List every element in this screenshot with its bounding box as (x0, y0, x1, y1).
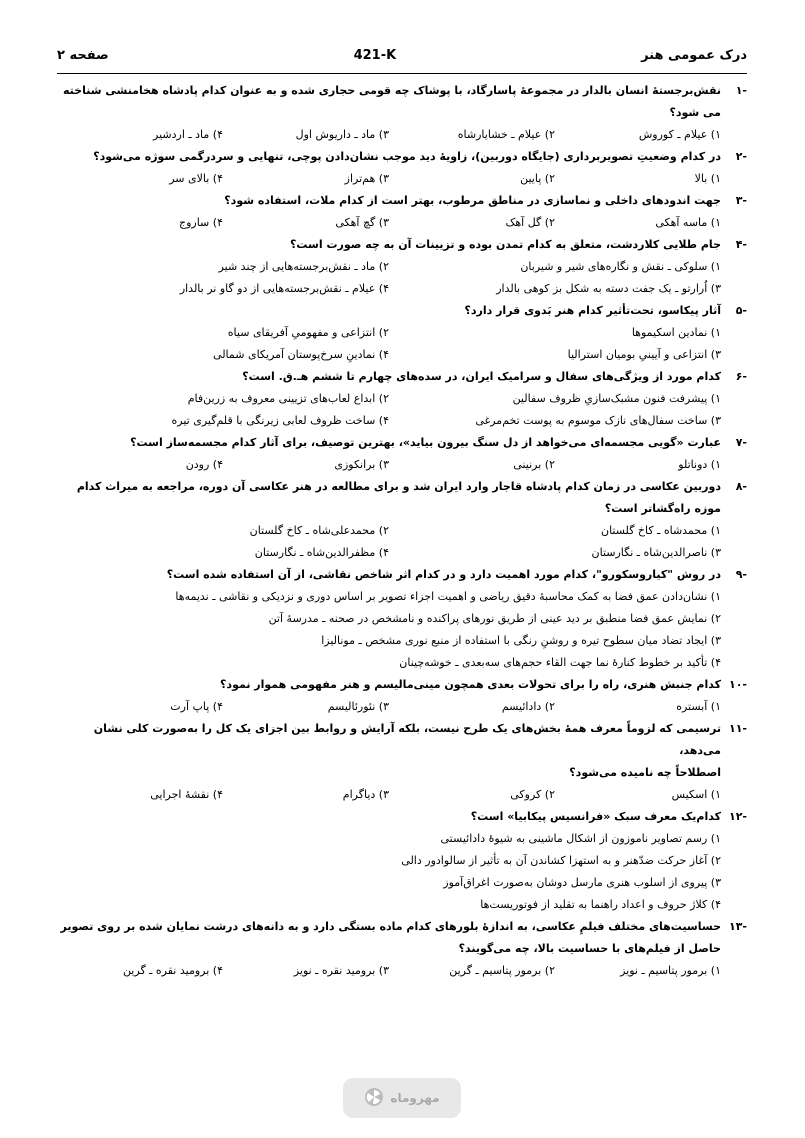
question-body (57, 190, 721, 234)
question-stem: حاصل از فیلم‌های با حساسیت بالا، چه می‌گویند؟ (458, 942, 721, 955)
answer-option: ۳) دیاگرام (342, 788, 389, 801)
question-number: -۱۰ (728, 678, 747, 691)
answer-option: ۱) نمادین اسکیموها (631, 326, 721, 339)
answer-option: ۴) ماد ـ اردشیر (153, 128, 223, 141)
answer-option: ۲) کروکی (510, 788, 555, 801)
answer-options (57, 322, 721, 366)
answer-option: ۲) گل آهک (505, 216, 555, 229)
answer-option: ۴) نقشۀ اجرایی (150, 788, 223, 801)
answer-option: ۱) نشان‌دادن عمق فضا به کمک محاسبۀ دقیق ریاضی و اهمیت اجزاء تصویر بر اساس دوری و نزدیکی و نقاشی ـ ندیمه‌ها (175, 590, 721, 603)
question-body (57, 366, 721, 432)
page-number: صفحه ۲ (57, 47, 109, 63)
answer-options (57, 784, 721, 806)
answer-option: ۲) آغاز حرکت ضدّهنر و به استهزا کشاندن آن به تأثیر از سالوادور دالی (401, 854, 721, 867)
question-number: -۱۱ (728, 722, 747, 735)
question-stem: در روش "کیاروسکورو"، کدام مورد اهمیت دارد و در کدام اثر شاخص نقاشی، از آن استفاده شده است؟ (166, 568, 721, 581)
question-stem: حساسیت‌های مختلف فیلمِ عکاسی، به اندازۀ بلورهای کدام ماده بستگی دارد و به دانه‌های درشت نمایان شده بر روی تصویر (60, 920, 721, 933)
page-header (57, 40, 747, 70)
answer-option: ۴) رودن (185, 458, 223, 471)
question-item (57, 476, 747, 564)
answer-option: ۲) برنینی (513, 458, 555, 471)
question-number: -۷ (735, 436, 747, 449)
question-body (57, 80, 721, 146)
answer-option: ۴) تأکید بر خطوط کنارۀ نما جهت القاء حجم‌های سه‌بعدی ـ خوشه‌چینان (399, 656, 721, 669)
answer-option: ۳) ماد ـ داریوش اول (295, 128, 389, 141)
question-body (57, 300, 721, 366)
answer-option: ۱) سلوکی ـ نقش و نگاره‌های شیر و شیربان (520, 260, 721, 273)
answer-option: ۲) پایین (520, 172, 555, 185)
answer-option: ۳) پیروی از اسلوب هنری مارسل دوشان به‌صورت اغراق‌آموز (443, 876, 721, 889)
answer-option: ۴) مظفرالدین‌شاه ـ نگارستان (254, 546, 389, 559)
fan-icon (364, 1087, 384, 1110)
answer-option: ۱) رسم تصاویر ناموزون از اشکال ماشینی به شیوۀ دادائیستی (440, 832, 721, 845)
answer-options (57, 586, 721, 674)
question-list (57, 80, 747, 982)
answer-options (57, 696, 721, 718)
answer-option: ۴) برومید نقره ـ گرین (122, 964, 223, 977)
question-stem: آثار پیکاسو، تحت‌تأثیر کدام هنر بَدوی قرار دارد؟ (464, 304, 721, 317)
answer-option: ۱) ماسه آهکی (655, 216, 721, 229)
question-stem: کدام جنبش هنری، راه را برای تحولات بعدی همچون مینی‌مالیسم و هنر مفهومی هموار نمود؟ (220, 678, 721, 691)
question-body (57, 234, 721, 300)
answer-option: ۳) برانکوزی (334, 458, 389, 471)
question-number: -۸ (735, 480, 747, 493)
answer-option: ۴) نمادینِ سرخ‌پوستان آمریکای شمالی (213, 348, 389, 361)
question-item (57, 718, 747, 806)
answer-option: ۳) هم‌تراز (344, 172, 389, 185)
question-item (57, 146, 747, 190)
answer-option: ۱) آبستره (676, 700, 721, 713)
answer-option: ۴) کلاژ حروف و اعداد راهنما به تقلید از فوتوریست‌ها (480, 898, 721, 911)
answer-options (57, 124, 721, 146)
question-item (57, 564, 747, 674)
question-body (57, 916, 721, 982)
question-number: -۳ (735, 194, 747, 207)
question-number: -۹ (735, 568, 747, 581)
answer-option: ۲) برمور پتاسیم ـ گرین (449, 964, 555, 977)
answer-option: ۲) عیلام ـ خشایارشاه (457, 128, 555, 141)
answer-option: ۴) عیلام ـ نقش‌برجسته‌هایی از دو گاو نر بالدار (179, 282, 389, 295)
question-body (57, 806, 721, 916)
publisher-logo (343, 1078, 461, 1118)
question-stem: جام طلایی کلاردشت، متعلق به کدام تمدن بوده و تزیینات آن به چه صورت است؟ (290, 238, 721, 251)
header-divider (57, 73, 747, 74)
answer-option: ۲) ابداع لعاب‌های تزیینی معروف به زرین‌فام (187, 392, 389, 405)
question-number: -۱۲ (728, 810, 747, 823)
question-item (57, 234, 747, 300)
question-body (57, 564, 721, 674)
question-body (57, 476, 721, 564)
question-stem: ترسیمی که لزوماً معرف همۀ بخش‌های یک طرح نیست، بلکه آرایش و روابط بین اجزای یک کل را به‌صورت کلی نشان می‌دهد، (93, 722, 721, 757)
answer-option: ۲) انتزاعی و مفهومیِ آفریقای سیاه (227, 326, 389, 339)
answer-options (57, 168, 721, 190)
answer-option: ۳) ناصرالدین‌شاه ـ نگارستان (591, 546, 721, 559)
question-body (57, 432, 721, 476)
answer-option: ۱) بالا (694, 172, 721, 185)
question-item (57, 674, 747, 718)
question-stem: کدام‌یک معرف سبک «فرانسیس پیکابیا» است؟ (470, 810, 721, 823)
answer-option: ۲) نمایش عمق فضا منطبق بر دید عینی از طریق نورهای پراکنده و نامشخص در صحنه ـ مدرسۀ آتن (268, 612, 721, 625)
question-number: -۱۳ (728, 920, 747, 933)
question-item (57, 80, 747, 146)
question-item (57, 806, 747, 916)
question-stem: دوربین عکاسی در زمان کدام پادشاه قاجار وارد ایران شد و برای مطالعه در هنر عکاسی آن دوره، مراجعه به میراث کدام موزه راه‌گشاتر است؟ (76, 480, 721, 515)
question-stem: اصطلاحاً چه نامیده می‌شود؟ (569, 766, 721, 779)
answer-option: ۳) برومید نقره ـ نویز (293, 964, 389, 977)
answer-option: ۳) ایجاد تضاد میان سطوح تیره و روشنِ رنگی با استفاده از منبع نوری مشخص ـ مونالیزا (321, 634, 721, 647)
exam-title: درک عمومی هنر (641, 47, 747, 63)
answer-option: ۳) ساخت سفال‌های نازک موسوم به پوست تخم‌مرغی (475, 414, 721, 427)
answer-option: ۲) دادائیسم (501, 700, 555, 713)
answer-option: ۳) اُرارتو ـ یک جفت دسته به شکل بز کوهی بالدار (496, 282, 721, 295)
answer-options (57, 454, 721, 476)
answer-option: ۱) دوناتلو (678, 458, 721, 471)
question-stem: جهت اندودهای داخلی و نماسازی در مناطق مرطوب، بهتر است از کدام ملات، استفاده شود؟ (224, 194, 721, 207)
question-body (57, 674, 721, 718)
exam-code: 421-K (353, 47, 397, 63)
answer-option: ۱) پیشرفت فنون مشبک‌سازیِ ظروف سفالین (512, 392, 721, 405)
question-item (57, 300, 747, 366)
question-number: -۵ (735, 304, 747, 317)
question-item (57, 190, 747, 234)
question-body (57, 146, 721, 190)
question-body (57, 718, 721, 806)
answer-option: ۱) برمور پتاسیم ـ نویز (620, 964, 721, 977)
question-stem: نقش‌برجستۀ انسان بالدار در مجموعۀ پاسارگاد، با پوشاک چه قومی حجاری شده و به عنوان کدام پادشاه هخامنشی شناخته می شود؟ (63, 84, 721, 119)
answer-option: ۴) ساروج (178, 216, 223, 229)
answer-option: ۱) اسکیس (671, 788, 721, 801)
answer-option: ۲) محمدعلی‌شاه ـ کاخ گلستان (249, 524, 389, 537)
question-number: -۴ (735, 238, 747, 251)
question-item (57, 366, 747, 432)
answer-options (57, 212, 721, 234)
question-number: -۱ (735, 84, 747, 97)
answer-option: ۱) محمدشاه ـ کاخ گلستان (600, 524, 721, 537)
question-stem: عبارت «گویی مجسمه‌ای می‌خواهد از دل سنگ بیرون بیاید»، بهترین توصیف، برای آثار کدام مجسمه‌ساز است؟ (130, 436, 721, 449)
question-item (57, 916, 747, 982)
answer-options (57, 828, 721, 916)
answer-options (57, 256, 721, 300)
answer-option: ۴) ساخت ظروف لعابی زیرنگی با قلم‌گیری تیره (171, 414, 389, 427)
answer-option: ۴) پاپ آرت (170, 700, 223, 713)
answer-option: ۲) ماد ـ نقش‌برجسته‌هایی از چند شیر (218, 260, 389, 273)
logo-text: مهروماه (390, 1091, 440, 1105)
question-stem: کدام مورد از ویژگی‌های سفال و سرامیک ایران، در سده‌های چهارم تا ششم هـ.ق. است؟ (242, 370, 721, 383)
answer-option: ۳) نئورئالیسم (327, 700, 389, 713)
answer-options (57, 388, 721, 432)
answer-options (57, 960, 721, 982)
answer-option: ۱) عیلام ـ کوروش (638, 128, 721, 141)
answer-option: ۳) انتزاعی و آیینیِ بومیان استرالیا (567, 348, 721, 361)
answer-option: ۳) گچ آهکی (335, 216, 389, 229)
question-number: -۲ (735, 150, 747, 163)
answer-option: ۴) بالای سر (169, 172, 223, 185)
question-item (57, 432, 747, 476)
answer-options (57, 520, 721, 564)
question-number: -۶ (735, 370, 747, 383)
question-stem: در کدام وضعیتِ تصویربرداری (جایگاه دوربین)، زاویۀ دید موجب نشان‌دادن پوچی، تنهایی و سردرگمی سوژه می‌شود؟ (93, 150, 721, 163)
